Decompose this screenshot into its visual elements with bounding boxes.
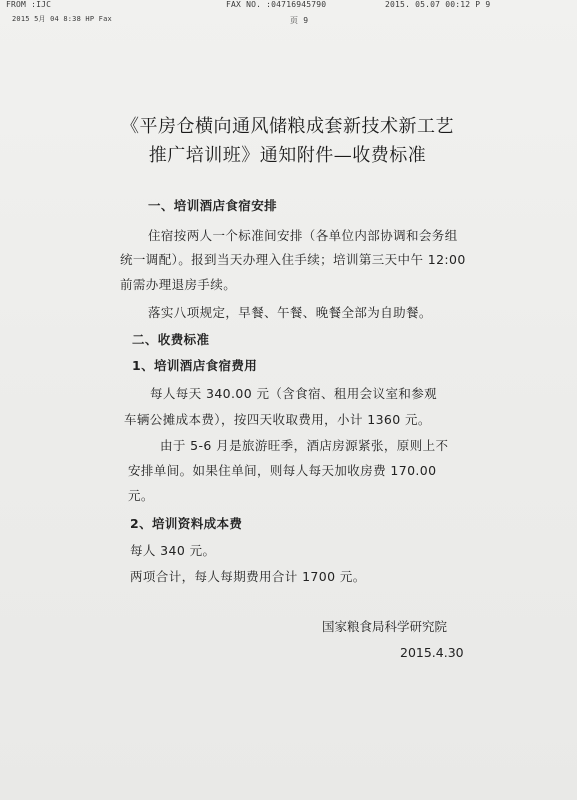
section-2-1-para-1-line-2: 车辆公摊成本费），按四天收取费用，小计 1360 元。 (124, 412, 431, 427)
fax-header (0, 0, 577, 32)
signature-organization: 国家粮食局科学研究院 (322, 619, 448, 634)
section-2-heading: 二、收费标准 (132, 332, 210, 347)
section-2-1-para-2-line-1: 由于 5-6 月是旅游旺季，酒店房源紧张，原则上不 (160, 438, 449, 453)
section-2-1-para-1-line-1: 每人每天 340.00 元（含食宿、租用会议室和参观 (150, 386, 438, 401)
fax-sent-line: 2015 5月 04 8:38 HP Fax (12, 15, 112, 23)
fax-page-mark: 页 9 (290, 16, 309, 25)
section-1-para-1-line-1: 住宿按两人一个标准间安排（各单位内部协调和会务组 (148, 228, 458, 243)
section-2-2-heading: 2、培训资料成本费 (130, 516, 243, 531)
section-1-heading: 一、培训酒店食宿安排 (148, 198, 278, 213)
section-2-1-heading: 1、培训酒店食宿费用 (132, 358, 258, 373)
section-2-2-para-2: 两项合计，每人每期费用合计 1700 元。 (130, 569, 366, 584)
section-1-para-2: 落实八项规定，早餐、午餐、晚餐全部为自助餐。 (148, 305, 432, 320)
fax-number: FAX NO. :04716945790 (226, 0, 327, 9)
fax-date-time: 2015. 05.07 00:12 P 9 (385, 0, 491, 9)
section-2-2-para-1: 每人 340 元。 (130, 543, 216, 558)
document-title (40, 112, 535, 170)
section-2-1-para-2-line-2: 安排单间。如果住单间，则每人每天加收房费 170.00 (128, 463, 437, 478)
signature-date: 2015.4.30 (400, 645, 464, 660)
section-1-para-1-line-2: 统一调配）。报到当天办理入住手续；培训第三天中午 12:00 (120, 252, 466, 267)
title-line-2: 推广培训班》通知附件—收费标准 (148, 145, 427, 166)
section-2-1-para-2-line-3: 元。 (128, 488, 154, 503)
title-line-1: 《平房仓横向通风储粮成套新技术新工艺 (121, 116, 454, 137)
section-1-para-1-line-3: 前需办理退房手续。 (120, 277, 237, 292)
fax-from: FROM :IJC (6, 0, 52, 9)
